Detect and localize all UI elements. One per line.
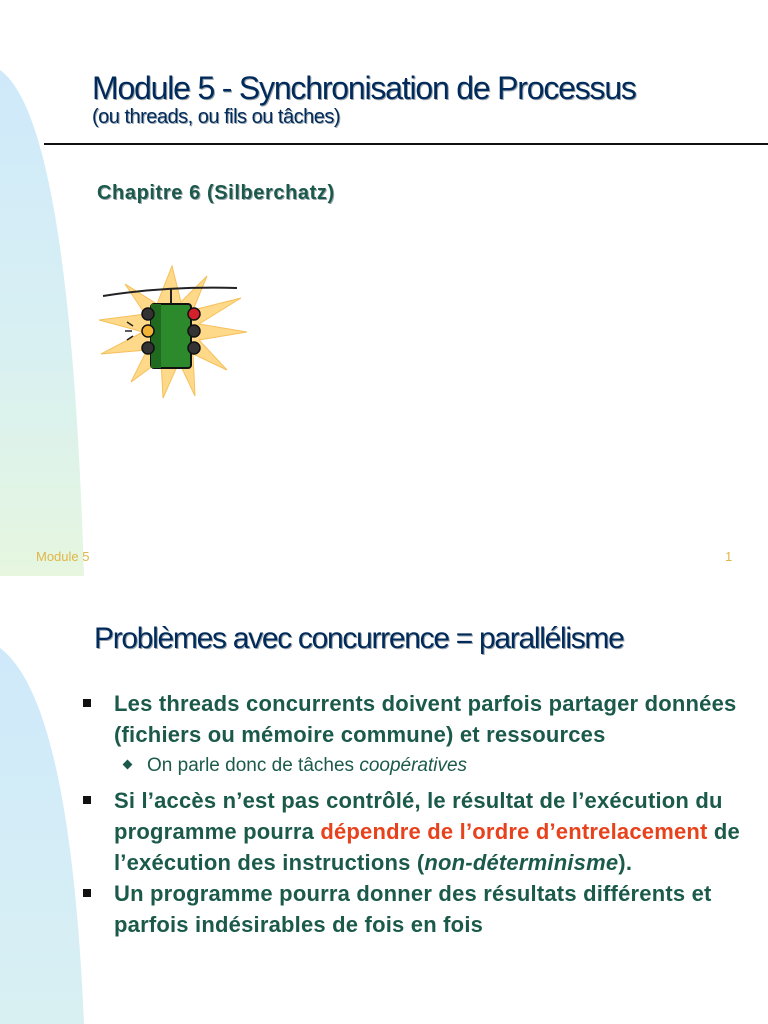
bullet-item	[80, 785, 740, 878]
traffic-light-icon	[95, 258, 255, 408]
diamond-bullet-icon	[123, 760, 133, 770]
bullet-text: de l’exécution des instructions (	[114, 819, 740, 875]
footer-page-number: 1	[725, 549, 733, 564]
slide-title: Problèmes avec concurrence = parallélisme	[94, 622, 624, 655]
highlighted-text: dépendre de l’ordre d’entrelacement	[320, 819, 708, 844]
bullet-text: ).	[618, 850, 633, 875]
bullet-list	[80, 688, 740, 940]
sub-bullet-text: On parle donc de tâches	[147, 755, 360, 776]
slide-title: Module 5 - Synchronisation de Processus	[92, 70, 636, 106]
square-bullet-icon	[83, 699, 91, 707]
chapter-reference: Chapitre 6 (Silberchatz)	[97, 182, 335, 204]
bullet-text: Les threads concurrents doivent parfois partager données (fichiers ou mémoire commune) et ressources	[114, 691, 737, 747]
title-divider	[44, 143, 768, 145]
sub-bullet-emphasis: coopératives	[359, 755, 468, 776]
sub-bullet-item	[80, 753, 740, 779]
slide-subtitle: (ou threads, ou fils ou tâches)	[92, 106, 340, 128]
square-bullet-icon	[83, 796, 91, 804]
bullet-item	[80, 878, 740, 940]
slide-2	[0, 590, 768, 1024]
emphasis-text: non-déterminisme	[424, 850, 619, 875]
bullet-text: Un programme pourra donner des résultats différents et parfois indésirables de fois en fois	[114, 881, 712, 937]
side-decoration	[0, 0, 100, 576]
bullet-text: Si l’accès n’est pas contrôlé, le résultat de l’exécution du programme pourra	[114, 788, 723, 844]
square-bullet-icon	[83, 889, 91, 897]
footer-module-label: Module 5	[36, 549, 90, 564]
bullet-item	[80, 688, 740, 750]
